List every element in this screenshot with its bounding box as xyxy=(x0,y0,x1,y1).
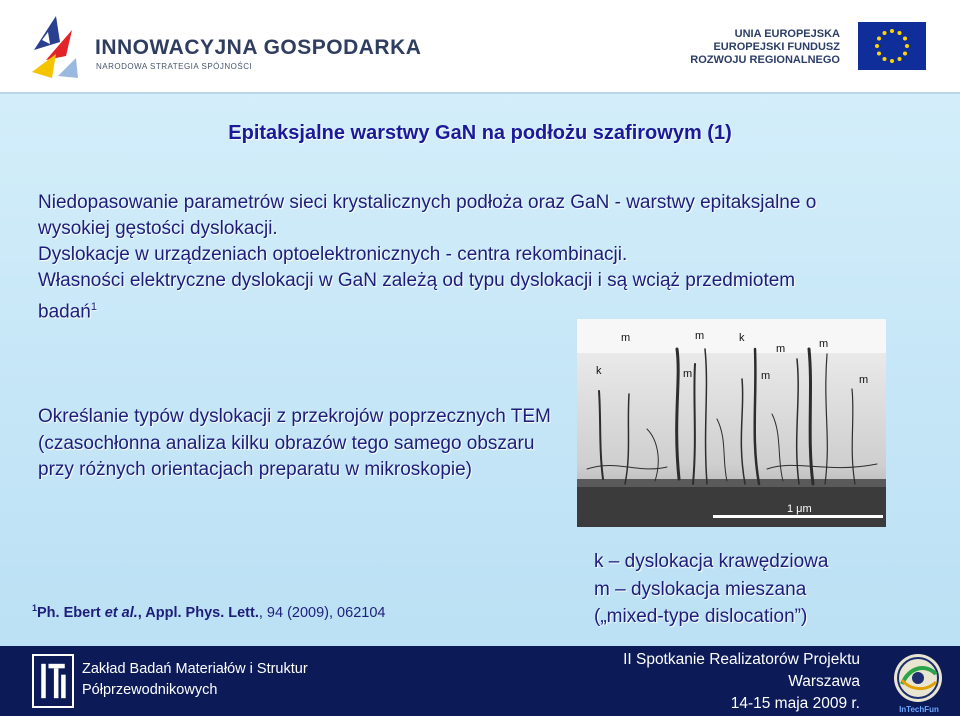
body-text xyxy=(38,190,818,325)
event-line-2: Warszawa xyxy=(788,673,860,690)
event-info xyxy=(560,649,860,715)
img-label-m6: m xyxy=(761,370,771,382)
logo-divider-icon xyxy=(95,22,365,26)
img-label-k2: k xyxy=(596,365,602,377)
img-label-m4: m xyxy=(819,338,829,350)
institute-name xyxy=(82,659,308,701)
img-label-m5: m xyxy=(683,368,693,380)
img-label-k1: k xyxy=(739,332,745,344)
innowacyjna-gospodarka-logo xyxy=(26,10,84,82)
eu-flag-icon xyxy=(858,22,926,70)
paragraph-electrical-text: Własności elektryczne dyslokacji w GaN zależą od typu dyslokacji i są wciąż przedmiotem badań xyxy=(38,270,796,323)
legend-mixed-en: („mixed-type dislocation”) xyxy=(594,606,808,627)
eu-line-2: EUROPEJSKI FUNDUSZ xyxy=(713,41,840,53)
img-label-m7: m xyxy=(859,374,869,386)
reference-authors: Ph. Ebert xyxy=(37,604,105,621)
dislocation-legend xyxy=(594,548,828,631)
reference-journal: , Appl. Phys. Lett. xyxy=(137,604,259,621)
intechfun-logo-text: InTechFun xyxy=(899,705,939,714)
ite-logo-icon xyxy=(32,654,74,708)
reference-details: , 94 (2009), 062104 xyxy=(258,604,386,621)
institute-line-1: Zakład Badań Materiałów i Struktur xyxy=(82,661,308,677)
eu-label xyxy=(690,28,840,67)
scale-bar-label: 1 μm xyxy=(787,503,812,515)
header-bar xyxy=(0,0,960,94)
reference-marker: 1 xyxy=(32,603,38,613)
intechfun-logo-icon xyxy=(880,650,958,716)
img-label-m2: m xyxy=(695,330,705,342)
legend-mixed: m – dyslokacja mieszana xyxy=(594,578,807,600)
slide-title: Epitaksjalne warstwy GaN na podłożu szafirowym (1) xyxy=(228,122,732,144)
event-line-3: 14-15 maja 2009 r. xyxy=(730,695,860,712)
footnote-marker: 1 xyxy=(90,301,97,313)
eu-line-3: ROZWOJU REGIONALNEGO xyxy=(690,54,840,66)
paragraph-electrical xyxy=(38,268,818,325)
tem-micrograph xyxy=(577,319,886,527)
reference-etal: et al. xyxy=(104,604,138,621)
program-title: INNOWACYJNA GOSPODARKA xyxy=(95,36,422,59)
institute-line-2: Półprzewodnikowych xyxy=(82,682,218,698)
event-line-1: II Spotkanie Realizatorów Projektu xyxy=(623,651,860,668)
img-label-m3: m xyxy=(776,343,786,355)
eu-line-1: UNIA EUROPEJSKA xyxy=(734,28,840,40)
img-label-m1: m xyxy=(621,332,631,344)
reference xyxy=(32,603,385,621)
paragraph-mismatch: Niedopasowanie parametrów sieci krystalicznych podłoża oraz GaN - warstwy epitaksjalne o wysokiej gęstości dyslokacji. xyxy=(38,192,817,239)
paragraph-recombination: Dyslokacje w urządzeniach optoelektronicznych - centra rekombinacji. xyxy=(38,244,628,265)
tem-description: Określanie typów dyslokacji z przekrojów poprzecznych TEM (czasochłonna analiza kilku obrazów tego samego obszaru przy różnych orientacjach preparatu w mikroskopie) xyxy=(38,406,551,480)
program-subtitle: NARODOWA STRATEGIA SPÓJNOŚCI xyxy=(96,62,253,71)
legend-edge: k – dyslokacja krawędziowa xyxy=(594,551,829,572)
